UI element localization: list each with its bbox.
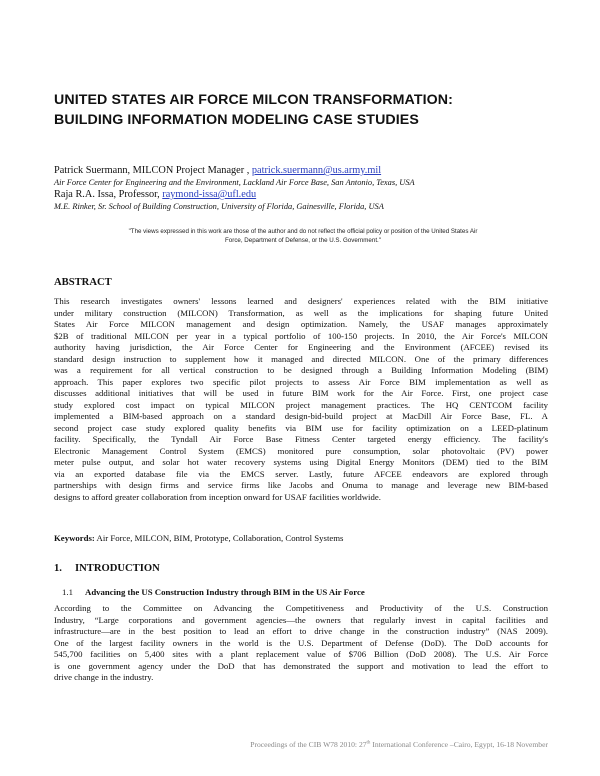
abstract-line: under military construction (MILCON) Transformation, as well as the implications for shaping future United <box>54 307 548 318</box>
section-heading-introduction <box>54 563 160 574</box>
abstract-line: standard design instruction to supplement how it managed and directed MILCON. One of the primary differences <box>54 353 548 364</box>
intro-line: One of the largest facility owners in the world is the U.S. Department of Defense (DoD). The DoD accounts for <box>54 637 548 648</box>
abstract-line: States Air Force MILCON management and design optimization. Namely, the USAF manages approximately <box>54 319 548 329</box>
author-1 <box>54 164 554 177</box>
paper-title <box>54 90 554 130</box>
author-block <box>54 164 554 212</box>
disclaimer-line-2: Force, Department of Defense, or the U.S. Government." <box>225 237 381 244</box>
title-line-2: BUILDING INFORMATION MODELING CASE STUDIES <box>54 112 419 128</box>
author-2-affiliation: M.E. Rinker, Sr. School of Building Construction, University of Florida, Gainesville, Florida, USA <box>54 202 384 211</box>
title-line-1: UNITED STATES AIR FORCE MILCON TRANSFORMATION: <box>54 92 453 108</box>
intro-line: 545,700 facilities on 5,400 sites with a plant replacement value of $706 Billion (DoD 2008). The U.S. Air Force <box>54 649 548 659</box>
footer-superscript: th <box>366 740 371 746</box>
abstract-line: Electronic Management Control System (EMCS) monitored pure consumption, solar photovoltaic (PV) power <box>54 445 548 456</box>
disclaimer <box>78 227 528 245</box>
author-1-affiliation: Air Force Center for Engineering and the Environment, Lackland Air Force Base, San Antonio, Texas, USA <box>54 178 415 187</box>
abstract-line: via an exported database file via the EMCS server. Lastly, future AFCEE endeavors are explored through <box>54 468 548 479</box>
abstract-line: study explored cost impact on typical MILCON project management practices. The HQ CENTCOM facility <box>54 399 548 410</box>
abstract-line: partnerships with design firms and service firms like Jacobs and Onuma to manage and leverage new BIM-based <box>54 480 548 490</box>
abstract-line: approach. This paper explores two specific pilot projects to assess Air Force BIM implementation as well as <box>54 376 548 387</box>
author-1-email-link[interactable]: patrick.suermann@us.army.mil <box>251 165 382 176</box>
abstract-line: facility. Specifically, the Tyndall Air Force Base Fitness Center targeted energy efficiency. The facility's <box>54 434 548 444</box>
footer-prefix: Proceedings of the CIB W78 2010: 27 <box>250 740 367 749</box>
intro-line: drive change in the industry. <box>54 672 154 682</box>
abstract-line: designs to afford greater collaboration from inception onward for USAF facilities worldwide. <box>54 491 381 502</box>
keywords-label: Keywords: <box>54 533 95 543</box>
author-2-name: Raja R.A. Issa, Professor, <box>54 189 160 200</box>
abstract-line: authority having jurisdiction, the Air Force Center for Engineering and the Environment (AFCEE) revised its <box>54 342 548 352</box>
abstract-body <box>54 296 548 503</box>
author-2 <box>54 188 554 201</box>
abstract-line: $2B of traditional MILCON per year in a typical portfolio of 100-150 projects. In 2010, the Air Force's MILCON <box>54 330 548 341</box>
author-1-name: Patrick Suermann, MILCON Project Manager , <box>54 165 250 176</box>
abstract-heading: ABSTRACT <box>54 277 112 288</box>
subsection-title: Advancing the US Construction Industry through BIM in the US Air Force <box>85 587 365 597</box>
disclaimer-line-1: "The views expressed in this work are those of the author and do not reflect the official policy or position of the United States Air <box>128 228 478 235</box>
subsection-number: 1.1 <box>62 587 73 597</box>
abstract-line: meter pulse output, and solar hot water recovery systems using Digital Energy Monitors (DEM) tied to the BIM <box>54 457 548 467</box>
subsection-heading <box>62 587 365 597</box>
section-number: 1. <box>54 563 62 574</box>
intro-line: According to the Committee on Advancing the Competitiveness and Productivity of the U.S. Construction <box>54 603 548 613</box>
abstract-line: discusses additional initiatives that will be used in future BIM work for the Air Force. First, one project case <box>54 388 548 398</box>
section-title: INTRODUCTION <box>75 563 160 574</box>
keywords <box>54 533 548 543</box>
intro-line: is one government agency under the DoD that has demonstrated the support and motivation to lead the effort to <box>54 660 548 671</box>
abstract-line: implemented a BIM-based approach on a standard design-bid-build project at MacDill Air Force Base, FL. A <box>54 411 548 421</box>
introduction-body <box>54 603 548 684</box>
abstract-line: This research investigates owners' lessons learned and designers' experiences related with the BIM initiative <box>54 296 548 306</box>
keywords-text: Air Force, MILCON, BIM, Prototype, Collaboration, Control Systems <box>94 533 344 543</box>
abstract-line: second project case study explored quality benefits via BIM use for facility optimization on a LEED-platinum <box>54 422 548 433</box>
intro-line: Industry, “Large corporations and government agencies—the owners that regularly invest in capital facilities and <box>54 614 548 625</box>
footer-suffix: International Conference –Cairo, Egypt, 16-18 November <box>370 740 548 749</box>
author-2-email-link[interactable]: raymond-issa@ufl.edu <box>162 189 257 200</box>
intro-line: infrastructure—are in the best position to lead an effort to drive change in the construction industry” (NAS 2009). <box>54 626 548 636</box>
page-footer <box>250 740 548 749</box>
abstract-line: was a requirement for all vertical construction to be designed through a Building Information Modeling (BIM) <box>54 365 548 375</box>
